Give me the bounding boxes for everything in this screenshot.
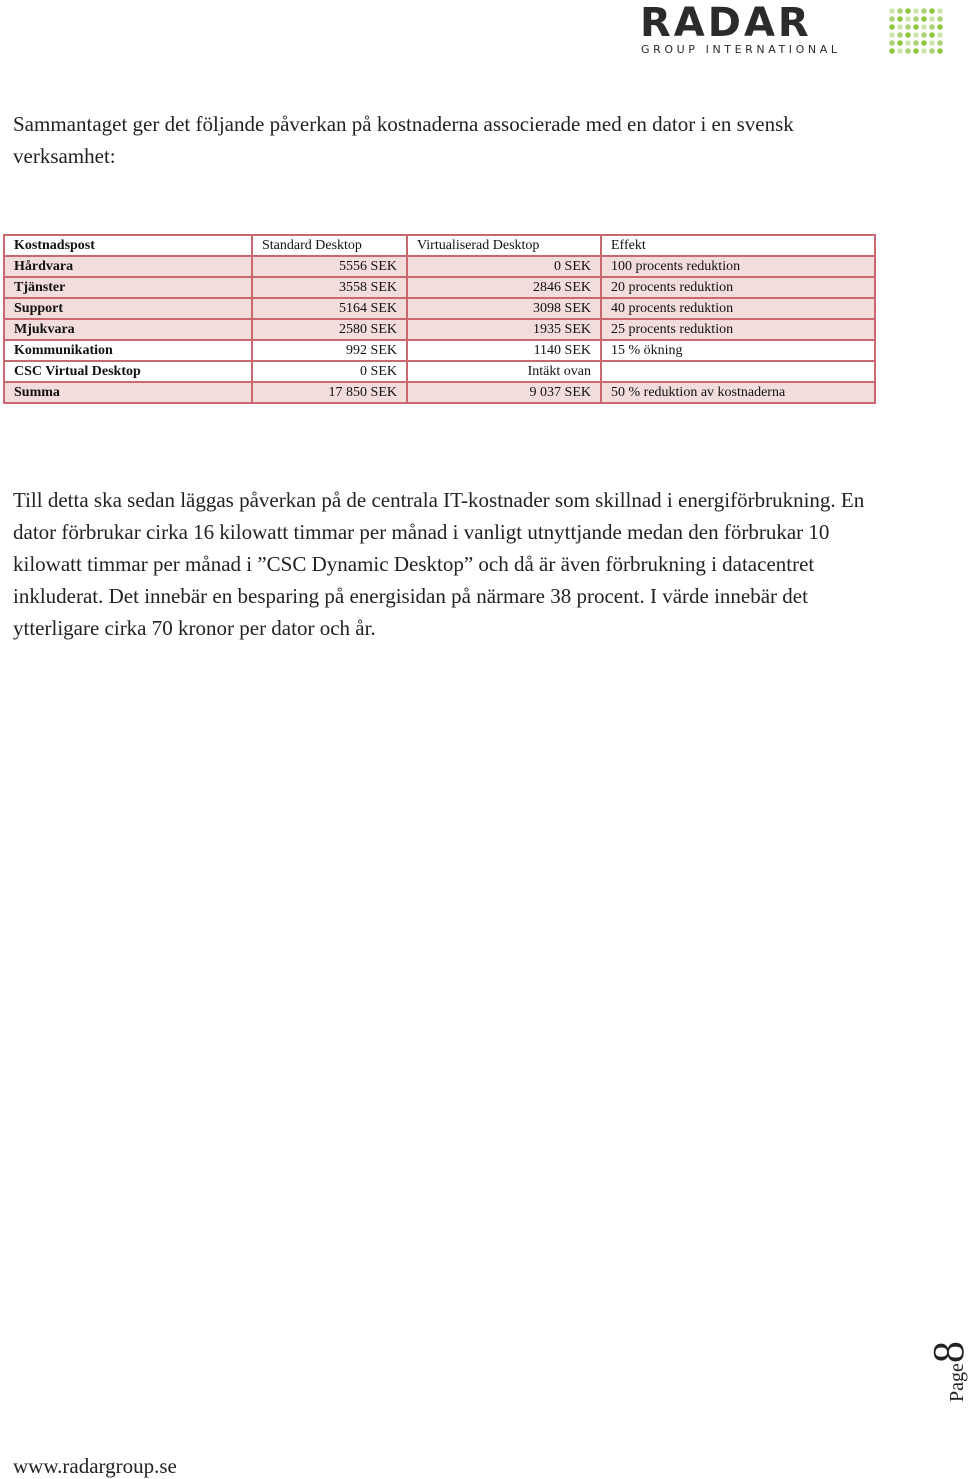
- cost-item-label: Hårdvara: [4, 256, 252, 277]
- table-row: [4, 319, 875, 340]
- logo-dot: [929, 24, 935, 30]
- logo-dot: [921, 48, 927, 54]
- logo-dot: [937, 24, 943, 30]
- logo-dot: [889, 8, 895, 14]
- virtual-cost-cell: 1935 SEK: [407, 319, 601, 340]
- logo-dot: [905, 24, 911, 30]
- logo-dot: [929, 16, 935, 22]
- virtual-cost-cell: 9 037 SEK: [407, 382, 601, 403]
- logo-dot: [889, 40, 895, 46]
- effect-cell: 15 % ökning: [601, 340, 875, 361]
- column-header: Standard Desktop: [252, 235, 407, 256]
- virtual-cost-cell: 1140 SEK: [407, 340, 601, 361]
- logo-dot: [897, 24, 903, 30]
- logo-dot: [929, 40, 935, 46]
- logo-dot: [929, 32, 935, 38]
- effect-cell: 20 procents reduktion: [601, 277, 875, 298]
- logo-dot: [937, 16, 943, 22]
- table-header-row: [4, 235, 875, 256]
- logo-dot: [921, 16, 927, 22]
- logo-dot: [889, 24, 895, 30]
- logo-dot: [897, 8, 903, 14]
- logo-wordmark: RADAR: [640, 0, 812, 46]
- table-row: [4, 298, 875, 319]
- intro-paragraph: Sammantaget ger det följande påverkan på kostnaderna associerade med en dator i en svensk verksamhet:: [13, 112, 794, 168]
- effect-cell: [601, 361, 875, 382]
- column-header: Effekt: [601, 235, 875, 256]
- effect-cell: 100 procents reduktion: [601, 256, 875, 277]
- logo-dot: [889, 48, 895, 54]
- logo-dot: [921, 40, 927, 46]
- effect-cell: 50 % reduktion av kostnaderna: [601, 382, 875, 403]
- page-word: Page: [946, 1363, 968, 1402]
- standard-cost-cell: 992 SEK: [252, 340, 407, 361]
- logo-dot: [905, 48, 911, 54]
- logo-dot: [913, 48, 919, 54]
- footer-url: www.radargroup.se: [13, 1454, 177, 1478]
- standard-cost-cell: 5164 SEK: [252, 298, 407, 319]
- logo-dot: [929, 8, 935, 14]
- logo-dot: [897, 40, 903, 46]
- table-row: [4, 277, 875, 298]
- logo-dot: [913, 24, 919, 30]
- logo-dot: [913, 40, 919, 46]
- logo-dot: [897, 32, 903, 38]
- cost-item-label: Mjukvara: [4, 319, 252, 340]
- logo-dot: [921, 8, 927, 14]
- table-row: [4, 256, 875, 277]
- logo-dot: [937, 8, 943, 14]
- table-row-total: [4, 382, 875, 403]
- column-header: Kostnadspost: [4, 235, 252, 256]
- page-digit: 8: [924, 1341, 973, 1364]
- table-row: [4, 361, 875, 382]
- logo-dot: [897, 48, 903, 54]
- logo-dot: [905, 32, 911, 38]
- logo-dot: [921, 24, 927, 30]
- logo-dot: [921, 32, 927, 38]
- standard-cost-cell: 17 850 SEK: [252, 382, 407, 403]
- standard-cost-cell: 5556 SEK: [252, 256, 407, 277]
- column-header: Virtualiserad Desktop: [407, 235, 601, 256]
- logo-dot: [937, 48, 943, 54]
- standard-cost-cell: 2580 SEK: [252, 319, 407, 340]
- virtual-cost-cell: 3098 SEK: [407, 298, 601, 319]
- virtual-cost-cell: 2846 SEK: [407, 277, 601, 298]
- logo-dot: [913, 16, 919, 22]
- logo-dot: [905, 40, 911, 46]
- virtual-cost-cell: 0 SEK: [407, 256, 601, 277]
- effect-cell: 40 procents reduktion: [601, 298, 875, 319]
- cost-comparison-table: [3, 234, 876, 404]
- logo-subtitle: GROUP INTERNATIONAL: [641, 43, 841, 56]
- radar-logo: [640, 0, 945, 57]
- logo-dot: [937, 40, 943, 46]
- cost-item-label: Summa: [4, 382, 252, 403]
- cost-item-label: CSC Virtual Desktop: [4, 361, 252, 382]
- logo-dot: [905, 16, 911, 22]
- standard-cost-cell: 3558 SEK: [252, 277, 407, 298]
- logo-dot: [937, 32, 943, 38]
- logo-dot: [889, 16, 895, 22]
- virtual-cost-cell: Intäkt ovan: [407, 361, 601, 382]
- effect-cell: 25 procents reduktion: [601, 319, 875, 340]
- cost-item-label: Support: [4, 298, 252, 319]
- logo-dot-grid-icon: [888, 7, 944, 57]
- cost-item-label: Tjänster: [4, 277, 252, 298]
- logo-dot: [929, 48, 935, 54]
- body-paragraph: Till detta ska sedan läggas påverkan på de centrala IT-kostnader som skillnad i energiförbrukning. En dator förbrukar cirka 16 kilowatt timmar per månad i vanligt utnyttjande medan den förbrukar 10 kilowatt timmar per månad i ”CSC Dynamic Desktop” och då är även förbrukning i datacentret inkluderat. Det innebär en besparing på energisidan på närmare 38 procent. I värde innebär det ytterligare cirka 70 kronor per dator och år.: [13, 488, 865, 640]
- table-row: [4, 340, 875, 361]
- logo-dot: [897, 16, 903, 22]
- logo-dot: [913, 32, 919, 38]
- page-number: [924, 1336, 973, 1406]
- logo-dot: [905, 8, 911, 14]
- logo-dot: [889, 32, 895, 38]
- cost-item-label: Kommunikation: [4, 340, 252, 361]
- logo-dot: [913, 8, 919, 14]
- standard-cost-cell: 0 SEK: [252, 361, 407, 382]
